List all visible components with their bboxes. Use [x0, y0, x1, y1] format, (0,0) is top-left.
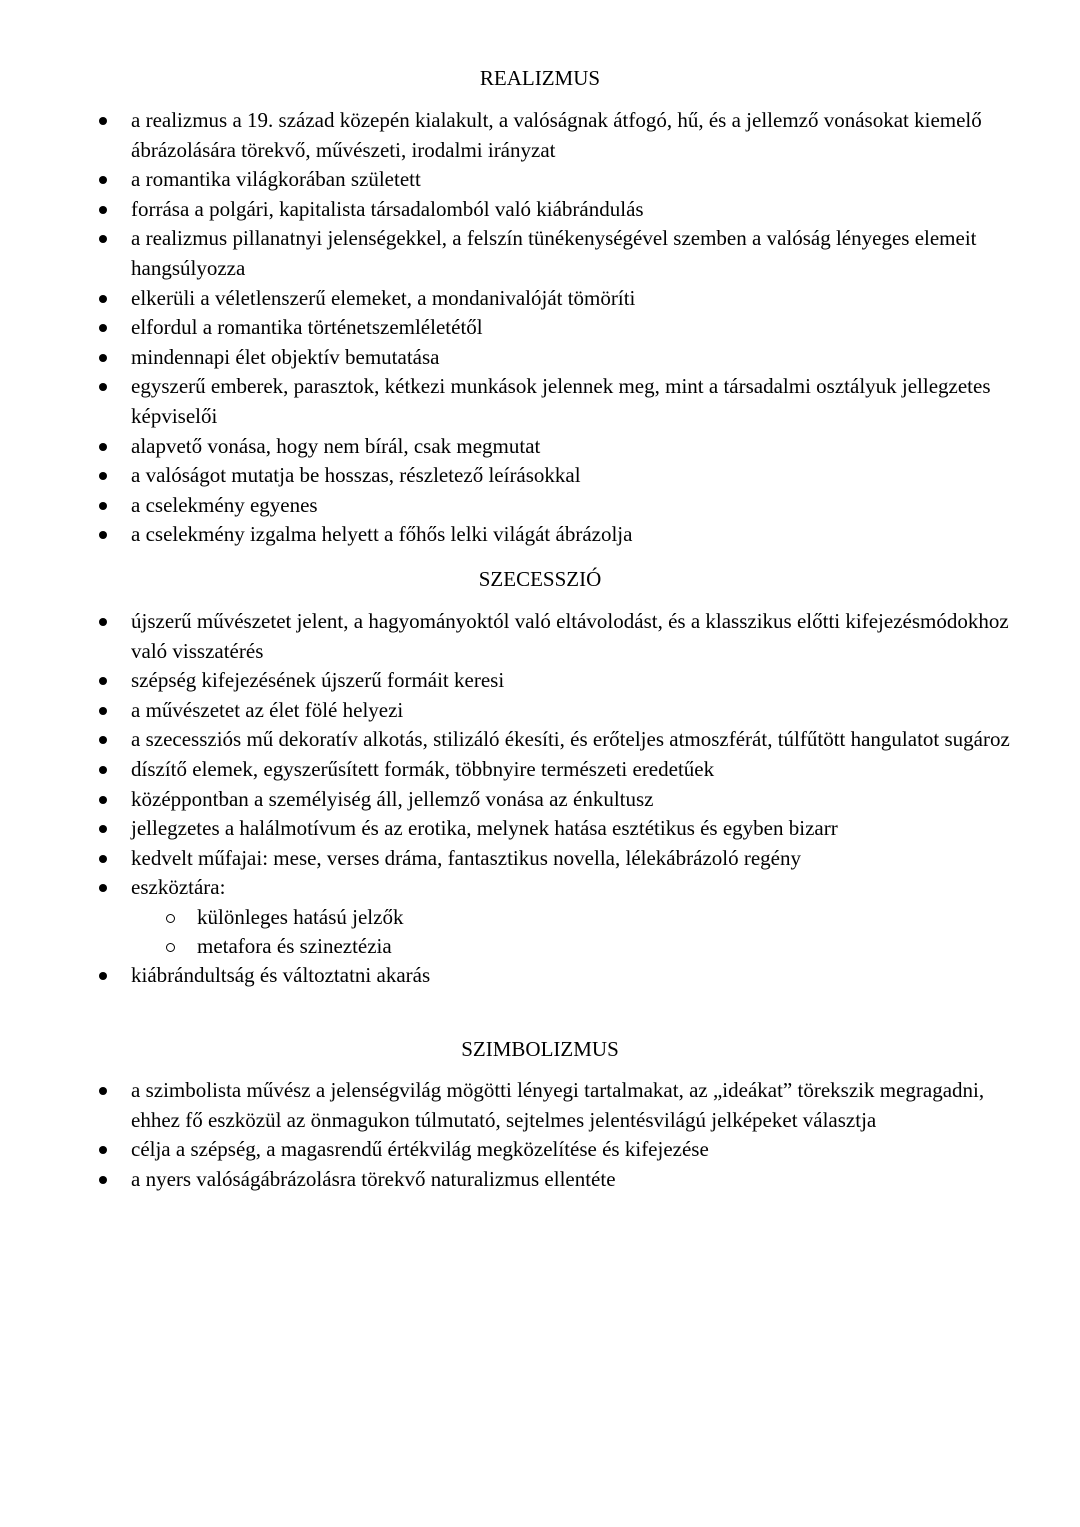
list-item: kiábrándultság és változtatni akarás — [0, 961, 1080, 991]
list-item: célja a szépség, a magasrendű értékvilág megközelítése és kifejezése — [0, 1135, 1080, 1165]
list-item: a szecessziós mű dekoratív alkotás, stilizáló ékesíti, és erőteljes atmoszférát, túlfűtött hangulatot sugároz — [0, 725, 1080, 755]
list-item: a valóságot mutatja be hosszas, részletező leírásokkal — [0, 461, 1080, 491]
list-item: a cselekmény izgalma helyett a főhős lelki világát ábrázolja — [0, 520, 1080, 550]
list-item-label: eszköztára: — [131, 875, 226, 900]
list-item: jellegzetes a halálmotívum és az erotika, melynek hatása esztétikus és egyben bizarr — [0, 814, 1080, 844]
list-item: díszítő elemek, egyszerűsített formák, többnyire természeti eredetűek — [0, 755, 1080, 785]
list-item: a szimbolista művész a jelenségvilág mögötti lényegi tartalmakat, az „ideákat” törekszik megragadni, ehhez fő eszközül az önmagukon túlmutató, sejtelmes jelentésvilágú jelképeket választja — [0, 1076, 1080, 1135]
section-title-realizmus: REALIZMUS — [479, 66, 601, 90]
list-item: alapvető vonása, hogy nem bírál, csak megmutat — [0, 432, 1080, 462]
list-item: a művészetet az élet fölé helyezi — [0, 696, 1080, 726]
list-item: elfordul a romantika történetszemléletétől — [0, 313, 1080, 343]
realizmus-list — [0, 106, 1080, 550]
szimbolizmus-list — [0, 1076, 1080, 1194]
szecesszio-list — [0, 607, 1080, 991]
list-item: a realizmus a 19. század közepén kialakult, a valóságnak átfogó, hű, és a jellemző vonásokat kiemelő ábrázolására törekvő, művészeti, irodalmi irányzat — [0, 106, 1080, 165]
sub-list — [131, 903, 1020, 961]
list-item: kedvelt műfajai: mese, verses dráma, fantasztikus novella, lélekábrázoló regény — [0, 844, 1080, 874]
list-item: újszerű művészetet jelent, a hagyományoktól való eltávolodást, és a klasszikus előtti kifejezésmódokhoz való visszatérés — [0, 607, 1080, 666]
list-item: a realizmus pillanatnyi jelenségekkel, a felszín tünékenységével szemben a valóság lényeges elemeit hangsúlyozza — [0, 224, 1080, 283]
list-item: mindennapi élet objektív bemutatása — [0, 343, 1080, 373]
list-item-with-sublist — [0, 873, 1080, 961]
sub-list-item: metafora és szineztézia — [131, 932, 1020, 961]
section-title-szecesszio: SZECESSZIÓ — [478, 567, 602, 591]
list-item: egyszerű emberek, parasztok, kétkezi munkások jelennek meg, mint a társadalmi osztályuk jellegzetes képviselői — [0, 372, 1080, 431]
list-item: a cselekmény egyenes — [0, 491, 1080, 521]
list-item: a nyers valóságábrázolásra törekvő naturalizmus ellentéte — [0, 1165, 1080, 1195]
sub-list-item: különleges hatású jelzők — [131, 903, 1020, 932]
list-item: a romantika világkorában született — [0, 165, 1080, 195]
list-item: szépség kifejezésének újszerű formáit keresi — [0, 666, 1080, 696]
section-title-szimbolizmus: SZIMBOLIZMUS — [461, 1037, 619, 1061]
list-item: elkerüli a véletlenszerű elemeket, a mondanivalóját tömöríti — [0, 284, 1080, 314]
list-item: forrása a polgári, kapitalista társadalomból való kiábrándulás — [0, 195, 1080, 225]
list-item: középpontban a személyiség áll, jellemző vonása az énkultusz — [0, 785, 1080, 815]
